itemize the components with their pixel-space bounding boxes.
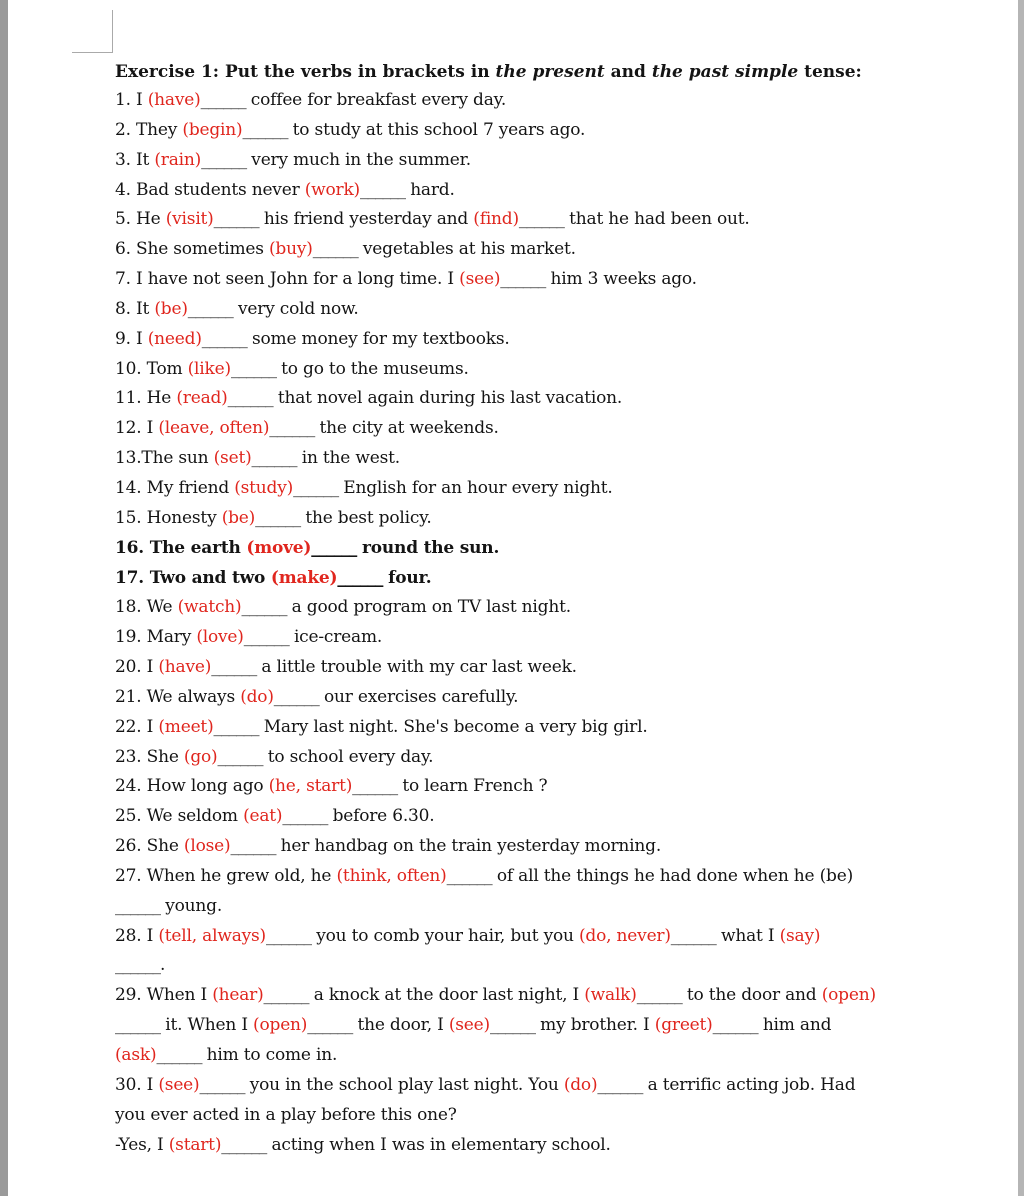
verb-prompt: (do)	[240, 686, 274, 707]
exercise-line	[115, 743, 1015, 773]
line-text: 25. We seldom	[115, 806, 244, 827]
answer-blank[interactable]	[230, 832, 275, 862]
answer-blank[interactable]	[202, 325, 247, 355]
verb-prompt: (have)	[147, 90, 201, 110]
verb-prompt: (study)	[234, 477, 294, 498]
verb-prompt: (say)	[779, 925, 821, 946]
verb-prompt: (go)	[183, 746, 218, 767]
answer-blank[interactable]	[274, 683, 319, 713]
answer-blank[interactable]	[269, 414, 314, 444]
exercise-line	[115, 862, 1015, 892]
exercise-line	[115, 205, 1015, 235]
exercise-line	[115, 444, 1015, 474]
exercise-line	[115, 384, 1015, 414]
answer-blank[interactable]	[242, 116, 287, 146]
verb-prompt: (see)	[448, 1015, 490, 1036]
line-text: him 3 weeks ago.	[545, 269, 697, 290]
answer-blank[interactable]	[264, 981, 309, 1011]
answer-blank[interactable]	[311, 534, 356, 564]
verb-prompt: (be)	[221, 507, 256, 528]
verb-prompt: (hear)	[212, 985, 264, 1006]
exercise-line-continued	[115, 951, 1015, 981]
line-text: 29. When I	[115, 985, 213, 1006]
exercise-line	[115, 802, 1015, 832]
line-text: four.	[382, 567, 432, 588]
verb-prompt: (rain)	[154, 149, 202, 170]
line-text: his friend yesterday and	[258, 209, 474, 230]
answer-blank[interactable]	[500, 265, 545, 295]
line-text: ice-cream.	[288, 627, 383, 648]
exercise-line	[115, 414, 1015, 444]
line-text: our exercises carefully.	[318, 686, 519, 707]
line-text: 22. I	[115, 716, 159, 737]
line-text: very much in the summer.	[246, 149, 471, 170]
answer-blank[interactable]	[597, 1071, 642, 1101]
line-text: of all the things he had done when he (be)	[491, 865, 854, 886]
line-text: that novel again during his last vacation.	[272, 388, 623, 409]
verb-prompt: (leave, often)	[158, 418, 270, 439]
line-text: 3. It	[115, 149, 155, 170]
exercise-line	[115, 86, 1015, 116]
line-text: 12. I	[115, 418, 159, 439]
verb-prompt: (have)	[158, 657, 212, 678]
exercise-line	[115, 653, 1015, 683]
answer-blank[interactable]	[241, 593, 286, 623]
verb-prompt: (tell, always)	[158, 925, 266, 946]
title-part-3: tense:	[798, 62, 862, 82]
verb-prompt: (find)	[473, 209, 519, 230]
line-text: vegetables at his market.	[357, 239, 576, 260]
left-window-border	[0, 0, 8, 1196]
verb-prompt: (think, often)	[336, 865, 447, 886]
line-text: 9. I	[115, 328, 148, 349]
verb-prompt: (lose)	[183, 836, 231, 857]
answer-blank[interactable]	[490, 1011, 535, 1041]
verb-prompt: (buy)	[269, 239, 313, 260]
line-text: 26. She	[115, 836, 184, 857]
line-text: you to comb your hair, but you	[311, 925, 579, 946]
line-text: to learn French ?	[397, 776, 548, 797]
line-text: to go to the museums.	[275, 358, 469, 379]
verb-prompt: (he, start)	[268, 776, 353, 797]
verb-prompt: (start)	[168, 1134, 222, 1155]
answer-blank[interactable]	[637, 981, 682, 1011]
line-text: 8. It	[115, 298, 155, 319]
verb-prompt: (set)	[213, 448, 252, 469]
answer-blank[interactable]	[266, 922, 311, 952]
line-text: 1. I	[115, 90, 148, 110]
exercise-line-continued	[115, 1041, 1015, 1071]
exercise-line	[115, 832, 1015, 862]
line-text: English for an hour every night.	[338, 477, 613, 498]
exercise-line	[115, 683, 1015, 713]
answer-blank[interactable]	[255, 504, 300, 534]
exercise-line-continued	[115, 1131, 1015, 1161]
exercise-content	[115, 58, 1015, 1160]
exercise-line	[115, 176, 1015, 206]
verb-prompt: (visit)	[165, 209, 214, 230]
verb-prompt: (love)	[196, 627, 244, 648]
line-text: a terrific acting job. Had	[642, 1074, 856, 1095]
exercise-line	[115, 564, 1015, 594]
line-text: 13.The sun	[115, 448, 214, 469]
verb-prompt: (make)	[270, 567, 338, 588]
line-text: acting when I was in elementary school.	[266, 1134, 611, 1155]
answer-blank[interactable]	[115, 1011, 160, 1041]
right-window-border	[1018, 0, 1024, 1196]
verb-prompt: (ask)	[115, 1045, 157, 1065]
line-text: hard.	[404, 179, 455, 200]
exercise-line	[115, 116, 1015, 146]
line-text: in the west.	[296, 448, 400, 469]
line-text: coffee for breakfast every day.	[245, 90, 507, 110]
verb-prompt: (see)	[459, 269, 501, 290]
answer-blank[interactable]	[244, 623, 289, 653]
verb-prompt: (do, never)	[579, 925, 671, 946]
verb-prompt: (meet)	[158, 716, 214, 737]
exercise-line-continued	[115, 1101, 1015, 1131]
verb-prompt: (watch)	[177, 597, 242, 618]
answer-blank[interactable]	[156, 1041, 201, 1071]
line-text: .	[160, 955, 166, 976]
verb-prompt: (eat)	[243, 806, 283, 827]
line-text: it. When I	[160, 1015, 254, 1036]
exercise-line	[115, 713, 1015, 743]
verb-prompt: (open)	[253, 1015, 308, 1036]
line-text: 2. They	[115, 119, 183, 140]
answer-blank[interactable]	[519, 205, 564, 235]
title-part-1: Exercise 1: Put the verbs in brackets in	[115, 62, 496, 82]
answer-blank[interactable]	[228, 384, 273, 414]
margin-corner-mark-vertical	[112, 10, 113, 52]
line-text: 5. He	[115, 209, 166, 230]
answer-blank[interactable]	[214, 713, 259, 743]
answer-blank[interactable]	[188, 295, 233, 325]
line-text: 21. We always	[115, 686, 241, 707]
line-text: 19. Mary	[115, 627, 197, 648]
line-text: a knock at the door last night, I	[308, 985, 585, 1006]
verb-prompt: (need)	[147, 328, 202, 349]
line-text: young.	[160, 895, 223, 916]
answer-blank[interactable]	[214, 205, 259, 235]
verb-prompt: (open)	[821, 985, 876, 1006]
line-text: 6. She sometimes	[115, 239, 269, 260]
line-text: 30. I	[115, 1074, 159, 1095]
answer-blank[interactable]	[713, 1011, 758, 1041]
line-text: 16. The earth	[115, 537, 247, 558]
line-text: a little trouble with my car last week.	[256, 657, 577, 678]
line-text: 18. We	[115, 597, 178, 618]
line-text: to the door and	[681, 985, 822, 1006]
line-text: him and	[757, 1015, 832, 1036]
line-text: 14. My friend	[115, 477, 235, 498]
verb-prompt: (move)	[246, 537, 312, 558]
title-emphasis-past-simple: the past simple	[651, 62, 799, 82]
answer-blank[interactable]	[115, 892, 160, 922]
verb-prompt: (read)	[176, 388, 228, 409]
answer-blank[interactable]	[231, 355, 276, 385]
verb-prompt: (walk)	[584, 985, 637, 1006]
line-text: 11. He	[115, 388, 177, 409]
line-text: 17. Two and two	[115, 567, 271, 588]
exercise-title	[115, 58, 1015, 86]
line-text: him to come in.	[201, 1045, 338, 1065]
line-text: that he had been out.	[563, 209, 750, 230]
exercise-line	[115, 235, 1015, 265]
verb-prompt: (be)	[154, 298, 188, 319]
line-text: 24. How long ago	[115, 776, 269, 797]
exercise-line	[115, 981, 1015, 1011]
exercise-line	[115, 623, 1015, 653]
answer-blank[interactable]	[360, 176, 405, 206]
verb-prompt: (begin)	[182, 119, 243, 140]
answer-blank[interactable]	[221, 1131, 266, 1161]
answer-blank[interactable]	[313, 235, 358, 265]
verb-prompt: (greet)	[654, 1015, 713, 1036]
line-text: you in the school play last night. You	[244, 1074, 564, 1095]
exercise-line	[115, 922, 1015, 952]
line-text: you ever acted in a play before this one?	[115, 1104, 457, 1125]
line-text: the door, I	[352, 1015, 449, 1036]
exercise-line	[115, 355, 1015, 385]
answer-blank[interactable]	[293, 474, 338, 504]
line-text: my brother. I	[534, 1015, 655, 1036]
exercise-line	[115, 474, 1015, 504]
answer-blank[interactable]	[337, 564, 382, 594]
line-text: before 6.30.	[327, 806, 435, 827]
answer-blank[interactable]	[307, 1011, 352, 1041]
line-text: 20. I	[115, 657, 159, 678]
line-text: a good program on TV last night.	[286, 597, 571, 618]
exercise-line-continued	[115, 892, 1015, 922]
title-part-2: and	[604, 62, 652, 82]
answer-blank[interactable]	[115, 951, 160, 981]
answer-blank[interactable]	[447, 862, 492, 892]
exercise-line	[115, 593, 1015, 623]
exercise-line	[115, 295, 1015, 325]
answer-blank[interactable]	[218, 743, 263, 773]
exercise-line	[115, 146, 1015, 176]
line-text: 4. Bad students never	[115, 179, 305, 200]
line-text: her handbag on the train yesterday morning.	[275, 836, 662, 857]
title-emphasis-present: the present	[495, 62, 605, 82]
line-text: -Yes, I	[115, 1134, 169, 1155]
margin-corner-mark-horizontal	[72, 52, 113, 53]
line-text: 27. When he grew old, he	[115, 865, 337, 886]
line-text: 10. Tom	[115, 358, 188, 379]
exercise-line	[115, 265, 1015, 295]
line-text: round the sun.	[356, 537, 500, 558]
exercise-line	[115, 1071, 1015, 1101]
answer-blank[interactable]	[671, 922, 716, 952]
line-text: some money for my textbooks.	[246, 328, 510, 349]
line-text: to school every day.	[262, 746, 434, 767]
answer-blank[interactable]	[252, 444, 297, 474]
verb-prompt: (like)	[187, 358, 231, 379]
verb-prompt: (see)	[158, 1074, 200, 1095]
line-text: to study at this school 7 years ago.	[287, 119, 586, 140]
exercise-line	[115, 772, 1015, 802]
exercise-line	[115, 504, 1015, 534]
answer-blank[interactable]	[201, 146, 246, 176]
line-text: the best policy.	[300, 507, 432, 528]
exercise-line	[115, 325, 1015, 355]
verb-prompt: (do)	[563, 1074, 598, 1095]
exercise-line	[115, 534, 1015, 564]
answer-blank[interactable]	[211, 653, 256, 683]
answer-blank[interactable]	[282, 802, 327, 832]
line-text: 23. She	[115, 746, 184, 767]
answer-blank[interactable]	[352, 772, 397, 802]
line-text: Mary last night. She's become a very big girl.	[258, 716, 648, 737]
line-text: the city at weekends.	[314, 418, 499, 439]
line-text: 7. I have not seen John for a long time. I	[115, 269, 460, 290]
answer-blank[interactable]	[199, 1071, 244, 1101]
verb-prompt: (work)	[304, 179, 360, 200]
line-text: 28. I	[115, 925, 159, 946]
exercise-line-continued	[115, 1011, 1015, 1041]
line-text: what I	[715, 925, 780, 946]
answer-blank[interactable]	[201, 86, 246, 116]
line-text: 15. Honesty	[115, 507, 222, 528]
line-text: very cold now.	[232, 298, 359, 319]
